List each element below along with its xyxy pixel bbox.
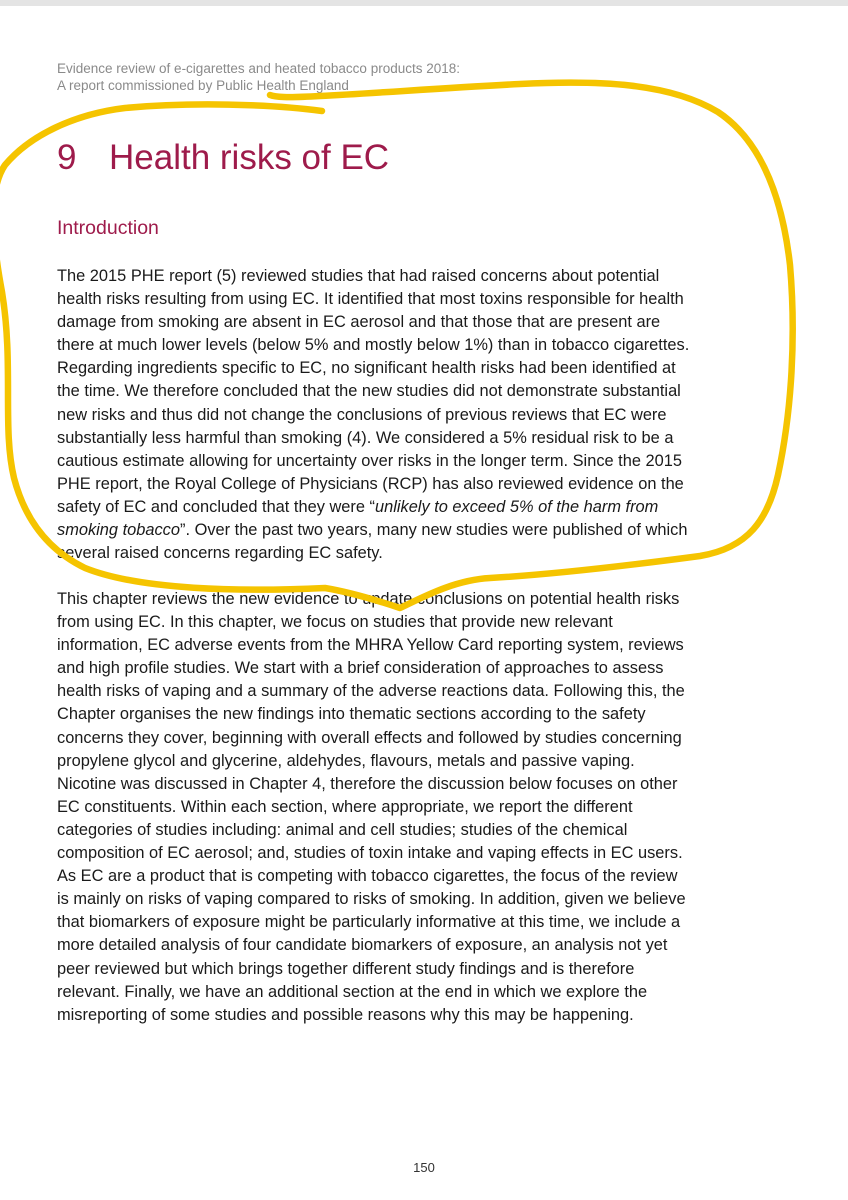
text-line: This chapter reviews the new evidence to update conclusions on potential health risks	[57, 590, 680, 608]
text-line: Chapter organises the new findings into thematic sections according to the safety	[57, 705, 646, 724]
text-line: damage from smoking are absent in EC aerosol and that those that are present are	[57, 313, 661, 332]
text-line: and high profile studies. We start with a brief consideration of approaches to assess	[57, 659, 664, 678]
top-divider	[0, 0, 848, 6]
text-line: EC constituents. Within each section, where appropriate, we report the different	[57, 797, 633, 816]
text-line: there at much lower levels (below 5% and mostly below 1%) than in tobacco cigarettes.	[57, 336, 690, 355]
text-line: health risks resulting from using EC. It identified that most toxins responsible for health	[57, 290, 684, 309]
paragraph-1	[57, 265, 817, 565]
text-line: composition of EC aerosol; and, studies of toxin intake and vaping effects in EC users.	[57, 844, 683, 863]
text-line: categories of studies including: animal and cell studies; studies of the chemical	[57, 820, 628, 839]
text-line: The 2015 PHE report (5) reviewed studies that had raised concerns about potential	[57, 267, 660, 285]
text-line: that biomarkers of exposure might be particularly informative at this time, we include a	[57, 913, 681, 932]
text-line: the time. We therefore concluded that the new studies did not demonstrate substantial	[57, 382, 681, 401]
page-number: 150	[413, 1160, 435, 1175]
header-line-1: Evidence review of e-cigarettes and heated tobacco products 2018:	[57, 61, 461, 76]
text-line: relevant. Finally, we have an additional section at the end in which we explore the	[57, 982, 648, 1001]
text-line: health risks of vaping and a summary of the adverse reactions data. Following this, the	[57, 682, 685, 701]
running-header	[57, 60, 460, 94]
text-line: substantially less harmful than smoking (4). We considered a 5% residual risk to be a	[57, 428, 674, 447]
text-segment: ”. Over the past two years, many new studies were published of which	[180, 521, 688, 540]
text-line: Nicotine was discussed in Chapter 4, therefore the discussion below focuses on other	[57, 774, 678, 793]
text-line: cautious estimate allowing for uncertainty over risks in the longer term. Since the 2015	[57, 451, 682, 470]
text-line	[57, 496, 817, 519]
text-line: is mainly on risks of vaping compared to risks of smoking. In addition, given we believe	[57, 890, 686, 909]
rcp-quote-part-2: smoking tobacco	[57, 521, 180, 540]
rcp-quote-part-1: unlikely to exceed 5% of the harm from	[374, 497, 659, 516]
text-line: several raised concerns regarding EC safety.	[57, 544, 383, 563]
chapter-number: 9	[57, 138, 77, 177]
text-line: Regarding ingredients specific to EC, no significant health risks had been identified at	[57, 359, 676, 378]
text-segment: safety of EC and concluded that they were “	[57, 497, 375, 516]
chapter-title-text: Health risks of EC	[109, 138, 390, 177]
text-line: PHE report, the Royal College of Physicians (RCP) has also reviewed evidence on the	[57, 474, 684, 493]
text-line: misreporting of some studies and possible reasons why this may be happening.	[57, 1005, 634, 1024]
text-line: peer reviewed but which brings together different study findings and is therefore	[57, 959, 635, 978]
text-line: more detailed analysis of four candidate biomarkers of exposure, an analysis not yet	[57, 936, 668, 955]
text-line: propylene glycol and glycerine, aldehydes, flavours, metals and passive vaping.	[57, 751, 635, 770]
header-line-2: A report commissioned by Public Health England	[57, 78, 349, 93]
section-heading: Introduction	[57, 217, 159, 239]
text-line	[57, 519, 817, 542]
text-line: concerns they cover, beginning with overall effects and followed by studies concerning	[57, 728, 682, 747]
paragraph-2	[57, 588, 817, 1027]
text-line: from using EC. In this chapter, we focus on studies that provide new relevant	[57, 613, 613, 632]
text-line: As EC are a product that is competing with tobacco cigarettes, the focus of the review	[57, 867, 678, 886]
chapter-title	[57, 136, 389, 180]
text-line: information, EC adverse events from the MHRA Yellow Card reporting system, reviews	[57, 636, 684, 655]
text-line: new risks and thus did not change the conclusions of previous reviews that EC were	[57, 405, 667, 424]
